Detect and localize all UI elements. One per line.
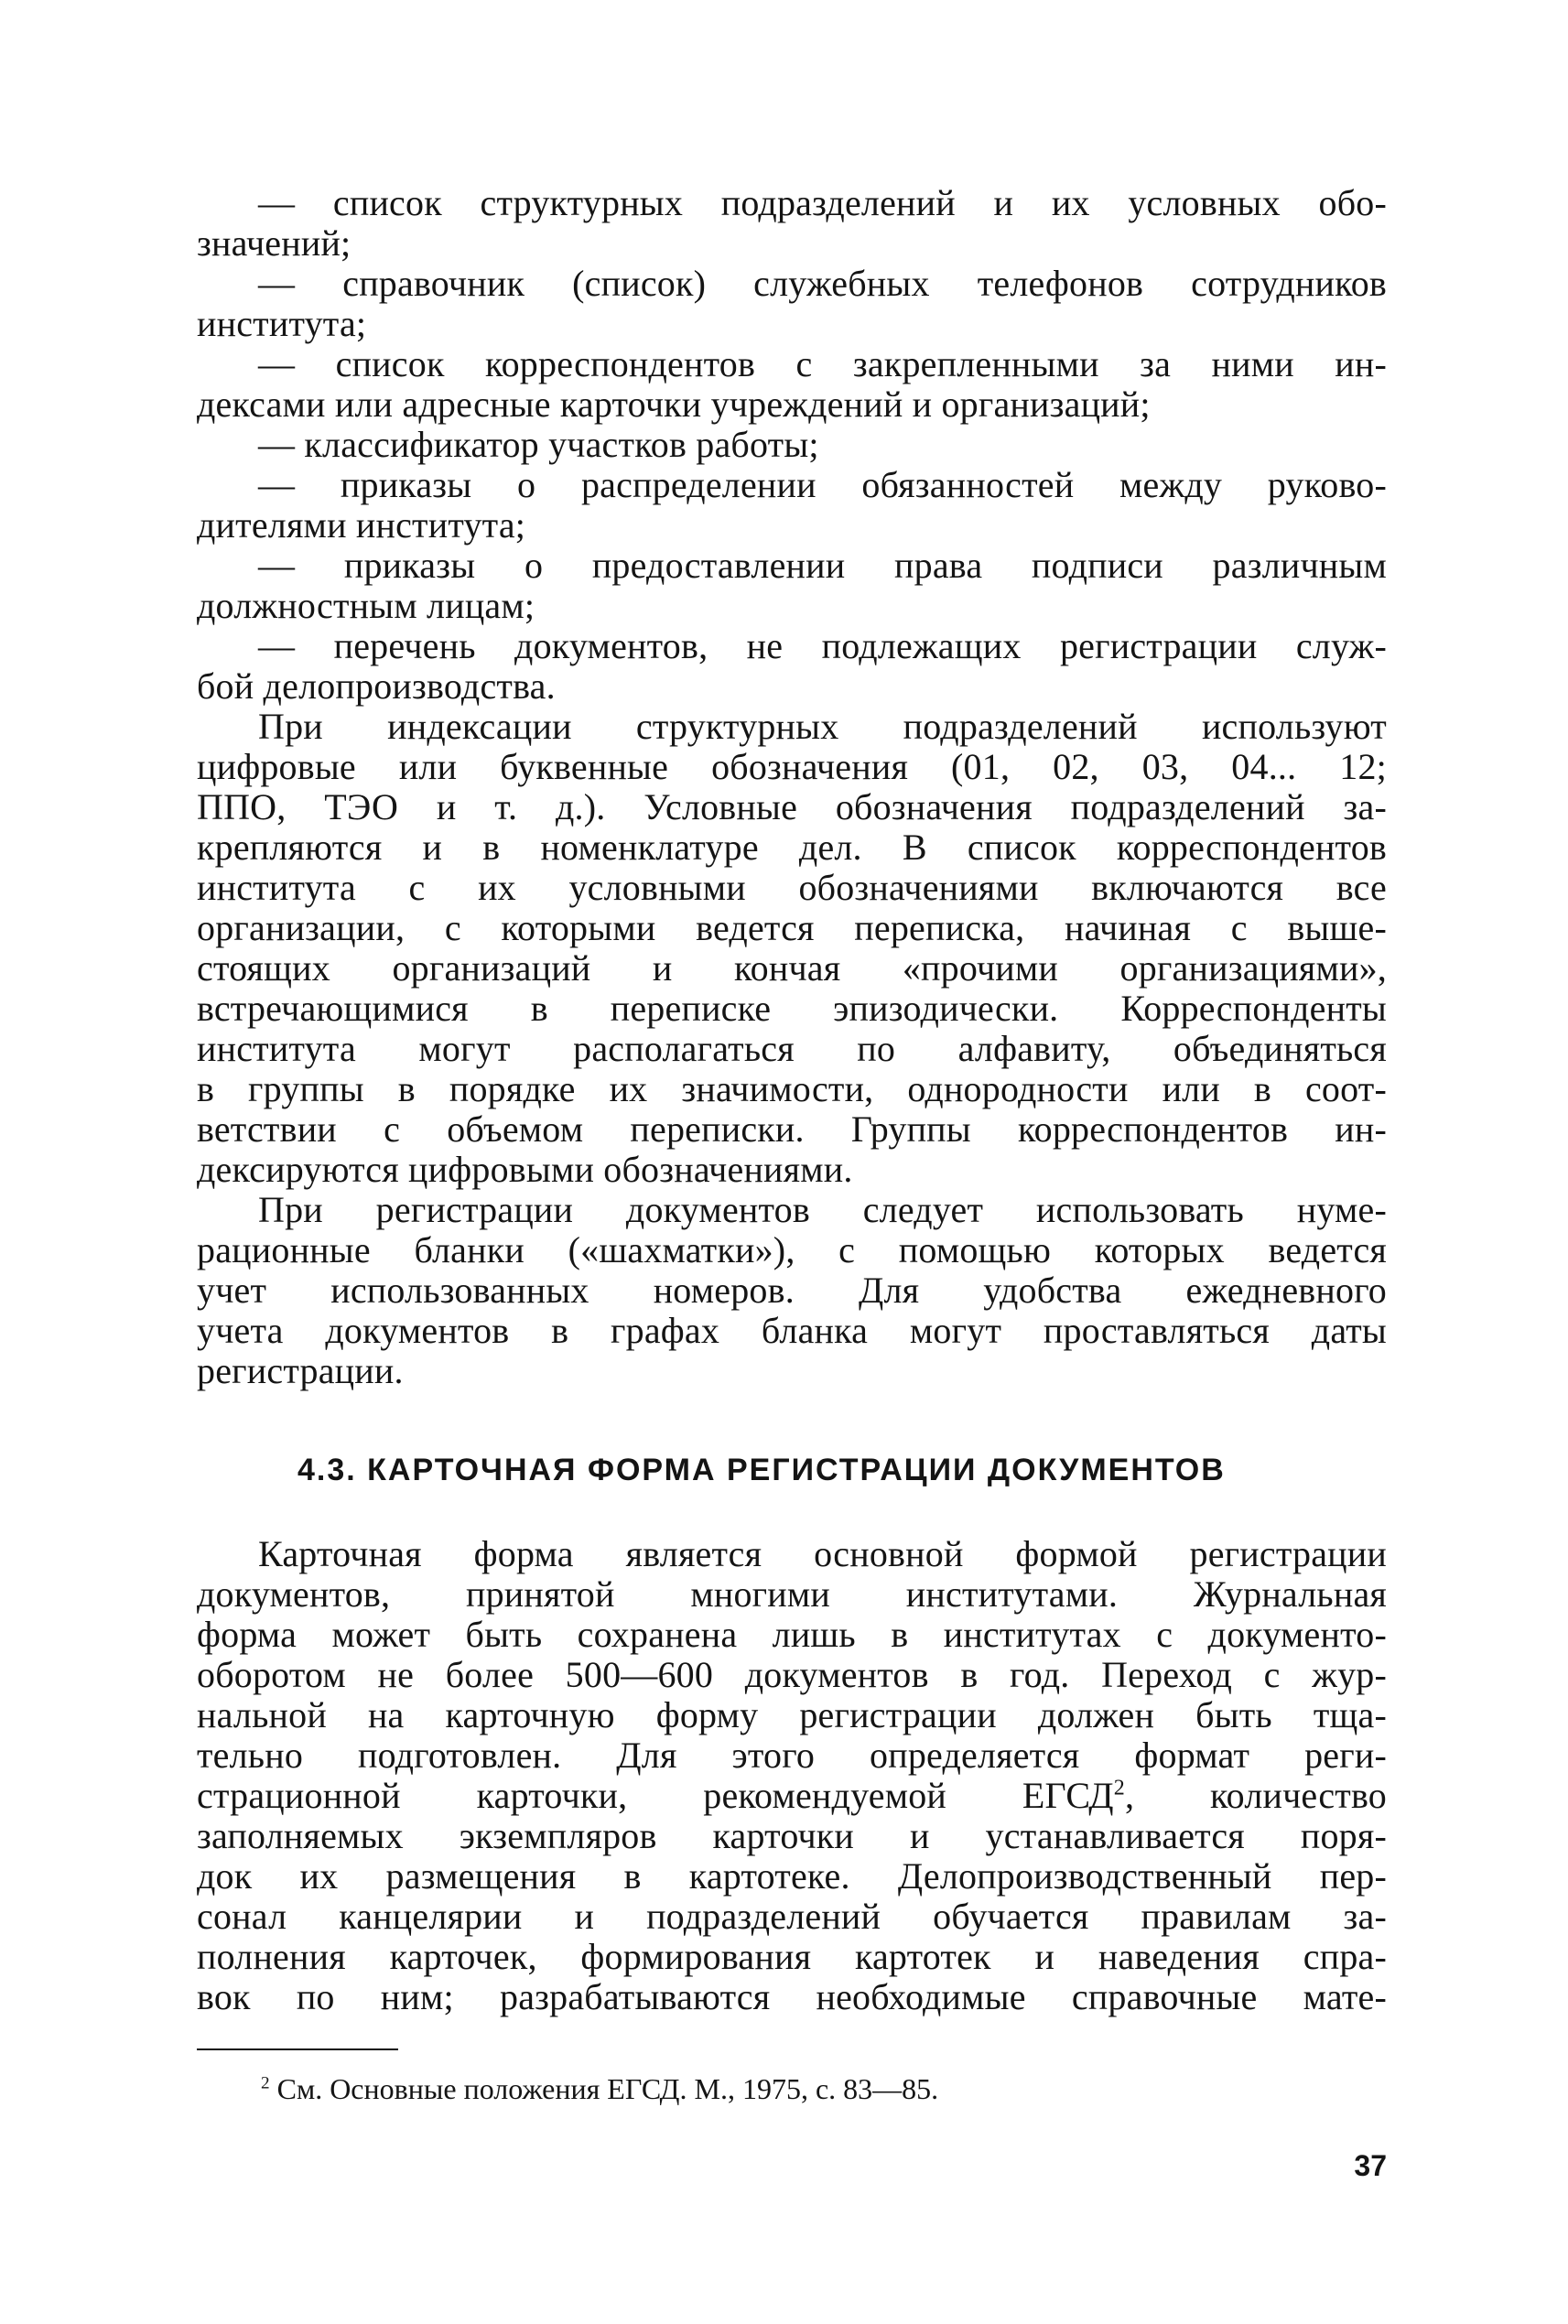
list-line: — перечень документов, не подлежащих регистрации служ- [258, 625, 1387, 666]
paragraph-line: учет использованных номеров. Для удобства ежедневного [197, 1270, 1387, 1311]
paragraph-line-text: страционной карточки, рекомендуемой ЕГСД [197, 1775, 1114, 1816]
footnote-text: См. Основные положения ЕГСД. М., 1975, с. 83—85. [276, 2072, 939, 2105]
paragraph-line: института с их условными обозначениями включаются все [197, 867, 1387, 908]
paragraph-registration [197, 1190, 1387, 1391]
paragraph-line-tail: , количество [1124, 1775, 1388, 1816]
section-heading: 4.3. КАРТОЧНАЯ ФОРМА РЕГИСТРАЦИИ ДОКУМЕНТОВ [297, 1453, 1226, 1487]
list-line: института; [197, 303, 367, 344]
paragraph-line: Карточная форма является основной формой регистрации [258, 1533, 1387, 1574]
list-line: дителями института; [197, 504, 526, 546]
list-line: — справочник (список) служебных телефонов сотрудников [258, 263, 1387, 304]
list-line: должностным лицам; [197, 585, 535, 626]
footnote [261, 2070, 938, 2107]
list-line: значений; [197, 222, 351, 264]
paragraph-line: форма может быть сохранена лишь в институтах с документо- [197, 1614, 1387, 1655]
reference-list [197, 183, 1387, 707]
paragraph-line: регистрации. [197, 1350, 404, 1391]
paragraph-line: ветствии с объемом переписки. Группы корреспондентов ин- [197, 1108, 1387, 1150]
footnote-marker: 2 [261, 2073, 270, 2093]
paragraph-line: При индексации структурных подразделений используют [258, 706, 1387, 747]
paragraph-line: встречающимися в переписке эпизодически. Корреспонденты [197, 988, 1387, 1029]
list-line: — приказы о распределении обязанностей между руково- [258, 464, 1387, 505]
paragraph-line: стоящих организаций и кончая «прочими организациями», [197, 947, 1387, 989]
paragraph-line: заполняемых экземпляров карточки и устанавливается поря- [197, 1815, 1387, 1856]
footnote-reference: 2 [1113, 1776, 1125, 1800]
paragraph-indexing [197, 707, 1387, 1190]
paragraph-line: рационные бланки («шахматки»), с помощью которых ведется [197, 1229, 1387, 1270]
paragraph-line: дексируются цифровыми обозначениями. [197, 1149, 853, 1190]
paragraph-line: института могут располагаться по алфавиту, объединяться [197, 1028, 1387, 1069]
paragraph-card-form [197, 1534, 1387, 2017]
list-line: — список корреспондентов с закрепленными за ними ин- [258, 343, 1387, 384]
paragraph-line: При регистрации документов следует использовать нуме- [258, 1189, 1387, 1230]
paragraph-line: оборотом не более 500—600 документов в год. Переход с жур- [197, 1654, 1387, 1695]
paragraph-line: сонал канцелярии и подразделений обучается правилам за- [197, 1896, 1387, 1937]
paragraph-line: в группы в порядке их значимости, однородности или в соот- [197, 1068, 1387, 1109]
paragraph-line: док их размещения в картотеке. Делопроизводственный пер- [197, 1855, 1387, 1897]
paragraph-line: крепляются и в номенклатуре дел. В список корреспондентов [197, 827, 1387, 868]
paragraph-line: документов, принятой многими институтами. Журнальная [197, 1573, 1387, 1615]
list-line: — классификатор участков работы; [258, 424, 819, 465]
paragraph-line: учета документов в графах бланка могут проставляться даты [197, 1310, 1387, 1351]
list-line: — список структурных подразделений и их условных обо- [258, 182, 1387, 223]
paragraph-line [197, 1776, 1387, 1816]
list-line: — приказы о предоставлении права подписи различным [258, 545, 1387, 586]
paragraph-line: полнения карточек, формирования картотек и наведения спра- [197, 1936, 1387, 1977]
paragraph-line: нальной на карточную форму регистрации должен быть тща- [197, 1694, 1387, 1735]
paragraph-line: организации, с которыми ведется переписка, начиная с выше- [197, 907, 1387, 948]
paragraph-line: тельно подготовлен. Для этого определяется формат реги- [197, 1735, 1387, 1776]
paragraph-line: цифровые или буквенные обозначения (01, 02, 03, 04... 12; [197, 746, 1387, 787]
body-text [197, 183, 1387, 2017]
paragraph-line: ППО, ТЭО и т. д.). Условные обозначения подразделений за- [197, 786, 1387, 827]
footnote-divider [197, 2048, 398, 2050]
list-line: бой делопроизводства. [197, 665, 556, 707]
paragraph-line: вок по ним; разрабатываются необходимые справочные мате- [197, 1976, 1387, 2017]
page-number: 37 [1354, 2149, 1387, 2182]
list-line: дексами или адресные карточки учреждений и организаций; [197, 384, 1151, 425]
